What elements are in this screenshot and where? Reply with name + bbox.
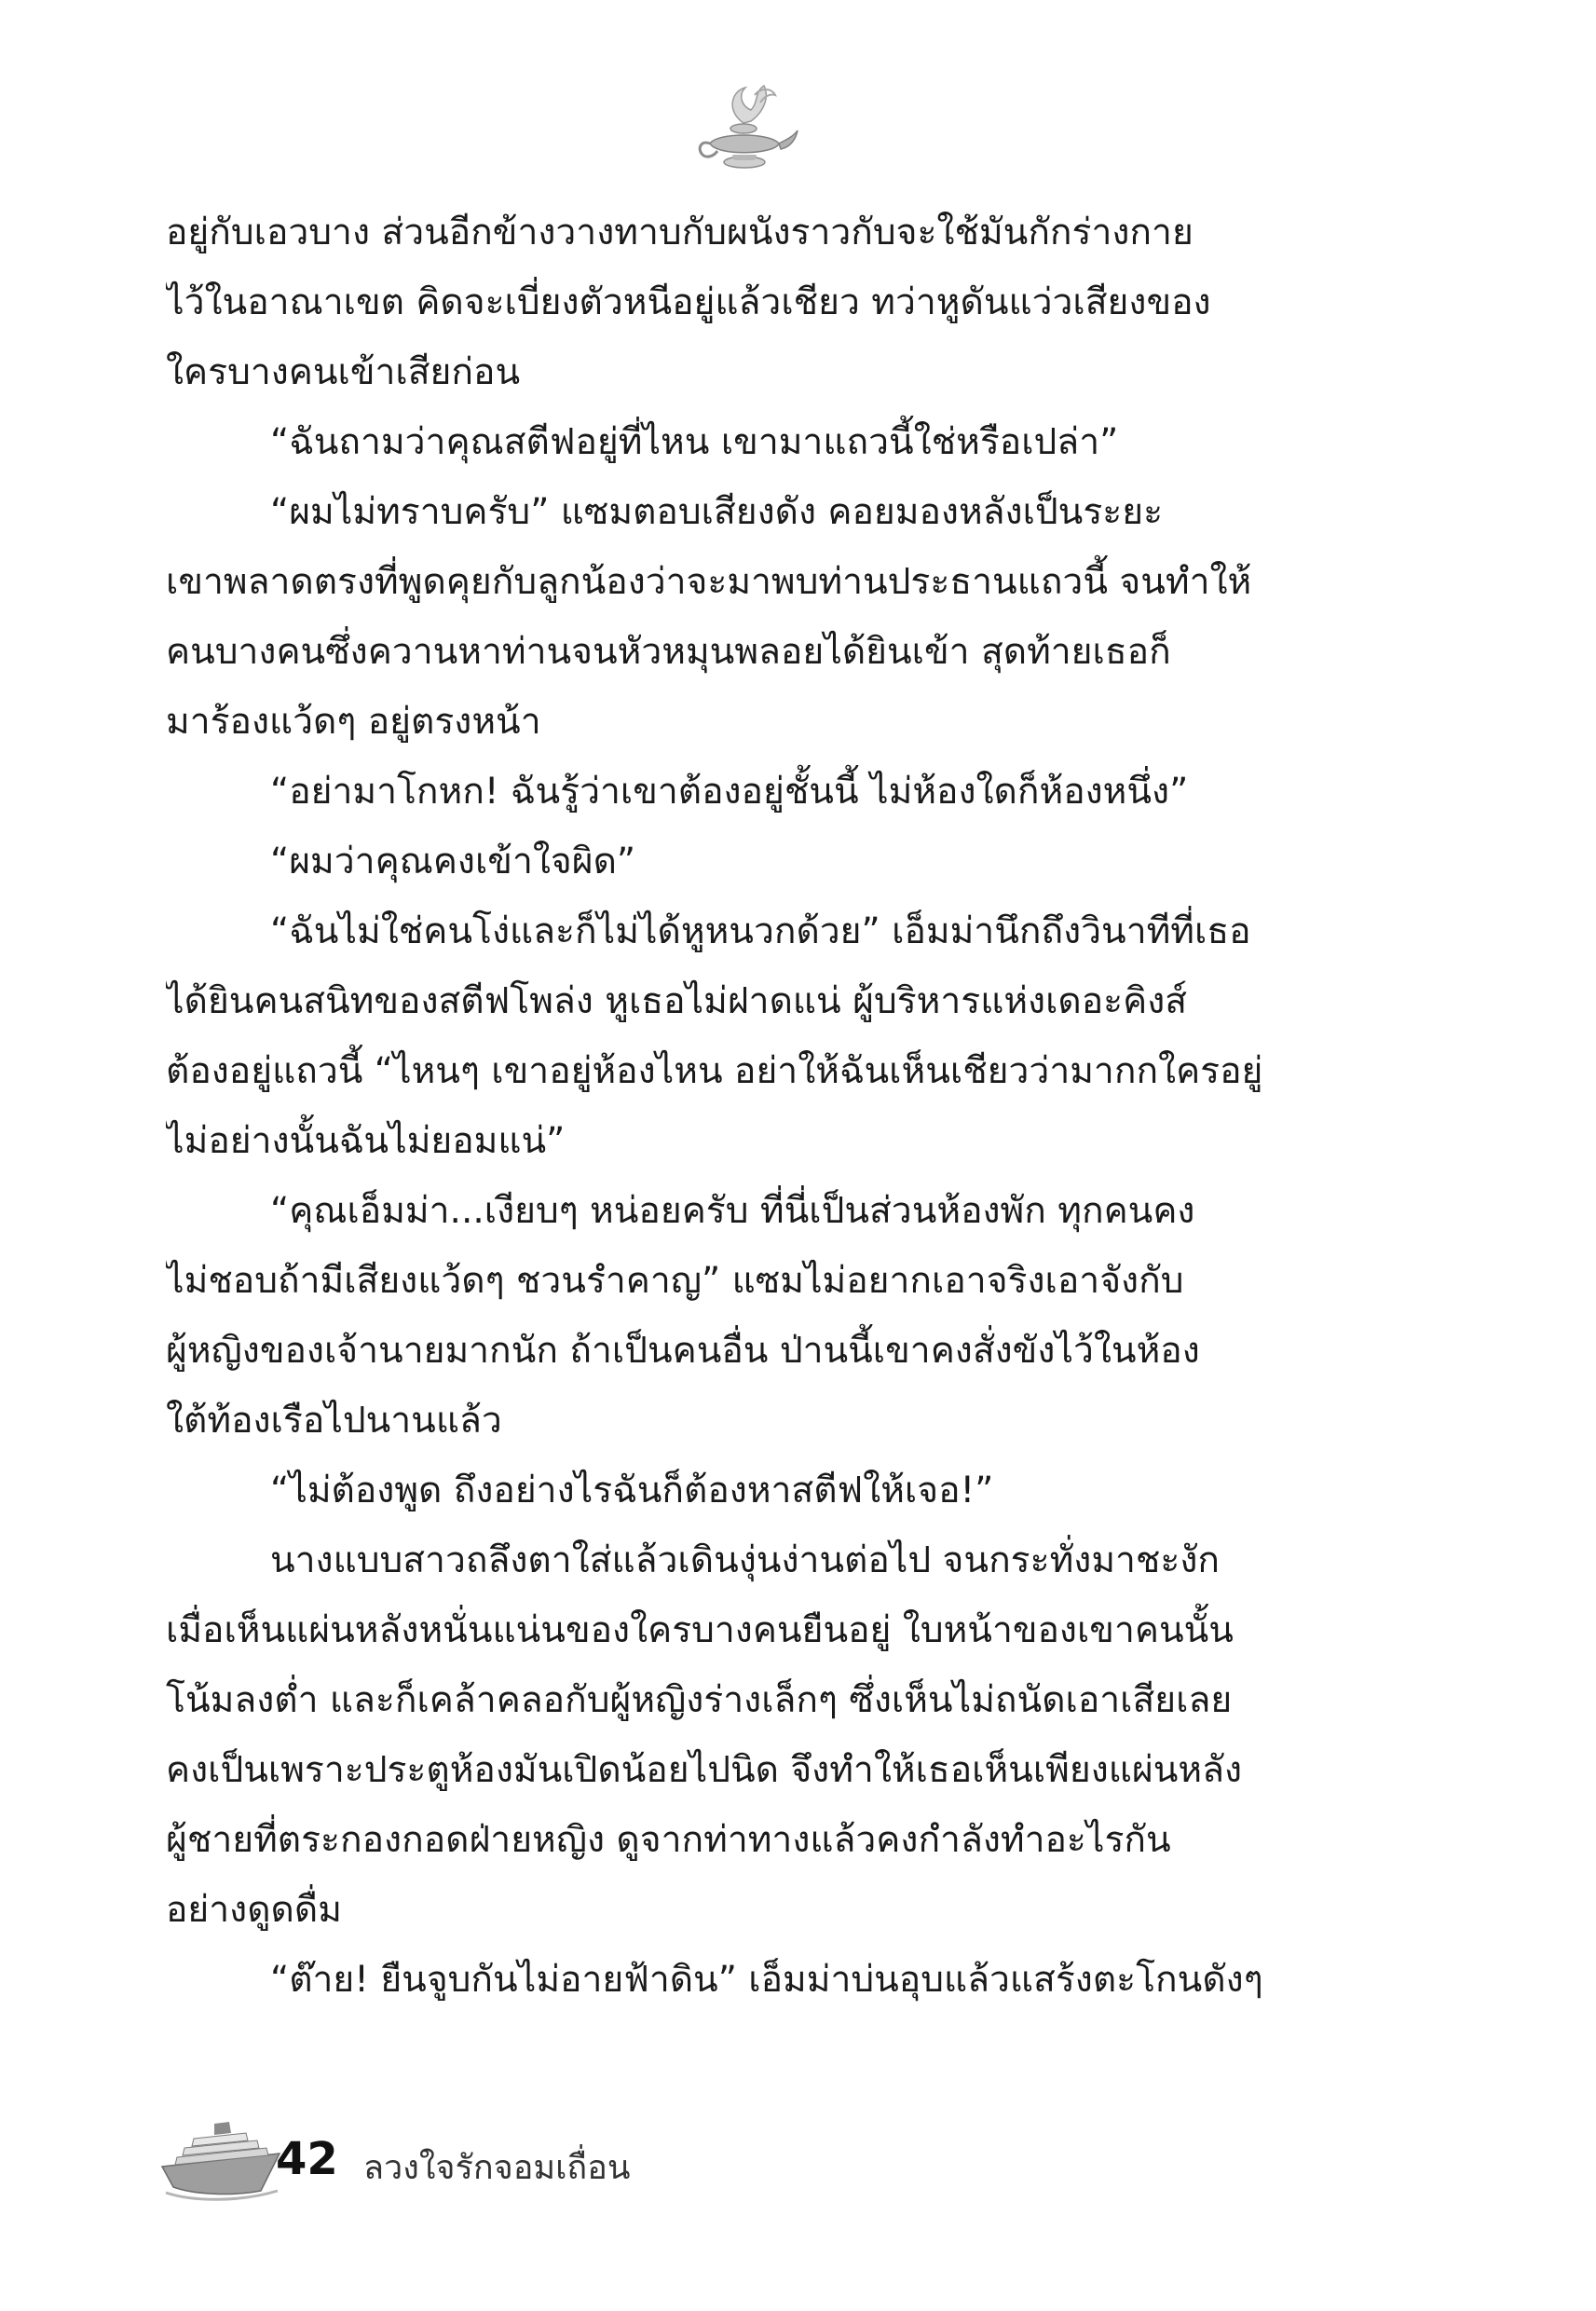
text-line: “อย่ามาโกหก! ฉันรู้ว่าเขาต้องอยู่ชั้นนี้ ไม่ห้องใดก็ห้องหนึ่ง”: [270, 771, 1189, 813]
book-title: ลวงใจรักจอมเถื่อน: [363, 2149, 631, 2187]
text-line: เขาพลาดตรงที่พูดคุยกับลูกน้องว่าจะมาพบท่านประธานแถวนี้ จนทำให้: [166, 561, 1252, 603]
body-text: [166, 198, 1330, 2015]
text-line: “ฉันไม่ใช่คนโง่และก็ไม่ได้หูหนวกด้วย” เอ็มม่านึกถึงวินาทีที่เธอ: [270, 910, 1251, 952]
text-line: โน้มลงต่ำ และก็เคล้าคลอกับผู้หญิงร่างเล็กๆ ซึ่งเห็นไม่ถนัดเอาเสียเลย: [166, 1679, 1233, 1721]
text-line: “ต๊าย! ยืนจูบกันไม่อายฟ้าดิน” เอ็มม่าบ่นอุบแล้วแสร้งตะโกนดังๆ: [270, 1959, 1263, 2001]
text-line: ใต้ท้องเรือไปนานแล้ว: [166, 1400, 502, 1442]
text-line: “ผมไม่ทราบครับ” แซมตอบเสียงดัง คอยมองหลังเป็นระยะ: [270, 491, 1164, 533]
text-line: นางแบบสาวถลึงตาใส่แล้วเดินงุ่นง่านต่อไป จนกระทั่งมาชะงัก: [270, 1539, 1221, 1581]
text-line: “ฉันถามว่าคุณสตีฟอยู่ที่ไหน เขามาแถวนี้ใช่หรือเปล่า”: [270, 421, 1119, 463]
text-line: ผู้ชายที่ตระกองกอดฝ่ายหญิง ดูจากท่าทางแล้วคงกำลังทำอะไรกัน: [166, 1819, 1171, 1861]
text-line: ผู้หญิงของเจ้านายมากนัก ถ้าเป็นคนอื่น ป่านนี้เขาคงสั่งขังไว้ในห้อง: [166, 1330, 1200, 1372]
page-footer: [157, 2101, 995, 2213]
text-line: คงเป็นเพราะประตูห้องมันเปิดน้อยไปนิด จึงทำให้เธอเห็นเพียงแผ่นหลัง: [166, 1749, 1243, 1791]
text-line: ไว้ในอาณาเขต คิดจะเบี่ยงตัวหนีอยู่แล้วเชียว ทว่าหูดันแว่วเสียงของ: [166, 281, 1211, 323]
text-line: อยู่กับเอวบาง ส่วนอีกข้างวางทาบกับผนังราวกับจะใช้มันกักร่างกาย: [166, 212, 1194, 253]
text-line: คนบางคนซึ่งควานหาท่านจนหัวหมุนพลอยได้ยินเข้า สุดท้ายเธอก็: [166, 631, 1171, 673]
text-line: “ไม่ต้องพูด ถึงอย่างไรฉันก็ต้องหาสตีฟให้เจอ!”: [270, 1470, 994, 1511]
page-number: 42: [276, 2133, 338, 2185]
text-line: ไม่อย่างนั้นฉันไม่ยอมแน่”: [166, 1120, 566, 1162]
lamp-ornament-icon: [689, 75, 801, 177]
text-line: “ผมว่าคุณคงเข้าใจผิด”: [270, 841, 636, 882]
text-line: เมื่อเห็นแผ่นหลังหนั่นแน่นของใครบางคนยืนอยู่ ใบหน้าของเขาคนนั้น: [166, 1609, 1234, 1651]
cruise-ship-icon: [157, 2101, 287, 2204]
text-line: ไม่ชอบถ้ามีเสียงแว้ดๆ ชวนรำคาญ” แซมไม่อยากเอาจริงเอาจังกับ: [166, 1260, 1184, 1302]
text-line: ได้ยินคนสนิทของสตีฟโพล่ง หูเธอไม่ฝาดแน่ ผู้บริหารแห่งเดอะคิงส์: [166, 980, 1188, 1022]
text-line: “คุณเอ็มม่า...เงียบๆ หน่อยครับ ที่นี่เป็นส่วนห้องพัก ทุกคนคง: [270, 1190, 1195, 1232]
text-line: มาร้องแว้ดๆ อยู่ตรงหน้า: [166, 701, 541, 743]
text-line: อย่างดูดดื่ม: [166, 1889, 342, 1931]
text-line: ใครบางคนเข้าเสียก่อน: [166, 351, 521, 393]
text-line: ต้องอยู่แถวนี้ “ไหนๆ เขาอยู่ห้องไหน อย่าให้ฉันเห็นเชียวว่ามากกใครอยู่: [166, 1050, 1263, 1092]
